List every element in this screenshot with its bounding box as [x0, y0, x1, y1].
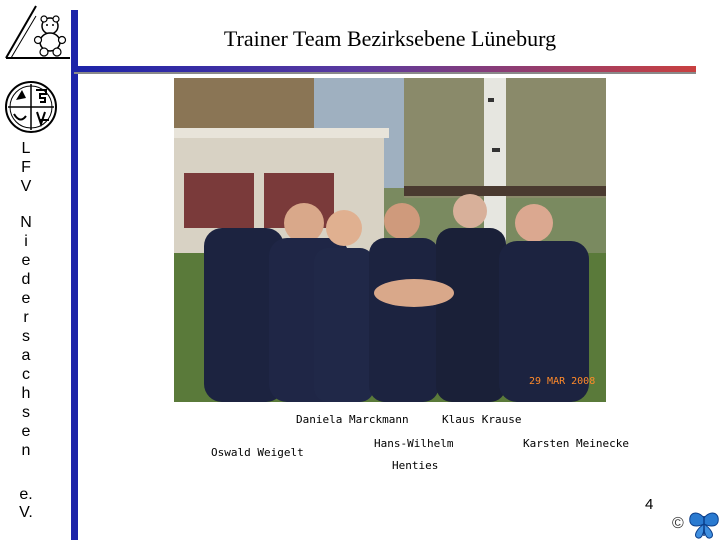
copyright-symbol: © — [672, 515, 684, 532]
photo-date-stamp: 29 MAR 2008 — [529, 376, 596, 387]
caption-karsten: Karsten Meinecke — [523, 437, 629, 450]
sidebar-letter: d — [21, 271, 31, 288]
team-photo — [174, 78, 606, 402]
sidebar-letter: e — [21, 290, 31, 307]
butterfly-icon — [688, 510, 720, 540]
caption-daniela: Daniela Marckmann — [296, 413, 409, 426]
sidebar-letter: s — [22, 328, 30, 345]
accent-bar-shadow — [74, 72, 696, 74]
bear-logo-icon — [2, 2, 72, 62]
lfv-emblem-icon — [4, 80, 58, 134]
sidebar-letter: r — [23, 309, 29, 326]
page-title: Trainer Team Bezirksebene Lüneburg — [223, 26, 557, 51]
sidebar-letter: V — [20, 178, 32, 195]
caption-hans-line2: Henties — [392, 459, 439, 472]
caption-oswald: Oswald Weigelt — [211, 446, 304, 459]
vertical-accent-bar — [71, 10, 78, 540]
sidebar-letter: h — [21, 385, 31, 402]
sidebar-letter: c — [22, 366, 30, 383]
sidebar-letter: a — [21, 347, 31, 364]
sidebar-letter: F — [21, 159, 31, 176]
sidebar-letter: V. — [19, 504, 33, 521]
sidebar-letter: e. — [19, 486, 33, 503]
caption-klaus: Klaus Krause — [442, 413, 522, 426]
sidebar-letter: n — [21, 442, 31, 459]
caption-hans-line1: Hans-Wilhelm — [374, 437, 454, 450]
sidebar-letter: N — [20, 214, 32, 231]
sidebar-letter: i — [24, 233, 28, 250]
page-number: 4 — [645, 496, 654, 513]
sidebar-letter: L — [21, 140, 31, 157]
sidebar-letter: s — [22, 404, 30, 421]
sidebar-letter: e — [21, 423, 31, 440]
sidebar-letter: e — [21, 252, 31, 269]
